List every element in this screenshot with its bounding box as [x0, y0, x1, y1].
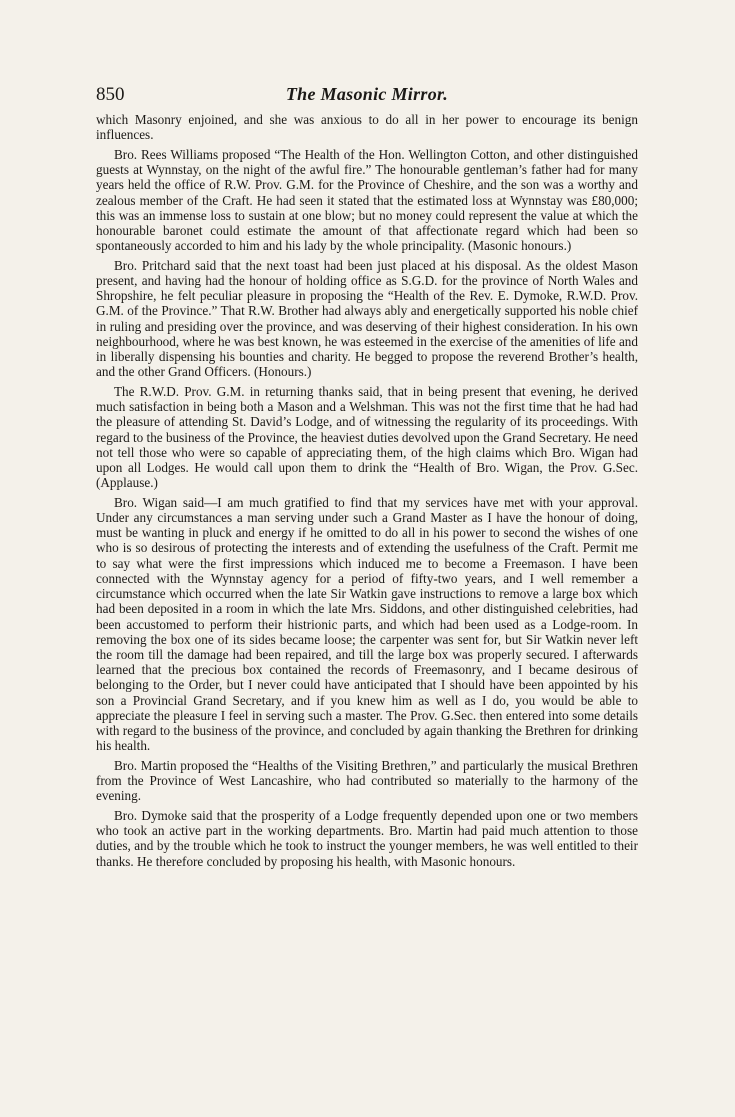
- paragraph-rwd-prov-gm: The R.W.D. Prov. G.M. in returning thanks said, that in being present that evening, he derived much satisfaction in being both a Mason and a Welshman. This was not the first time that he had had the pleasure of attending St. David’s Lodge, and of witnessing the regularity of its proceedings. With regard to the business of the Province, the heaviest duties devolved upon the Grand Secretary. He need not tell those who were so capable of appreciating them, of the high claims which Bro. Wigan had upon all Lodges. He would call upon them to drink the “Health of Bro. Wigan, the Prov. G.Sec. (Applause.): [96, 383, 638, 491]
- page-number: 850: [96, 84, 125, 105]
- paragraph-wigan: Bro. Wigan said—I am much gratified to find that my services have met with your approval. Under any circumstances a man serving under such a Grand Master as I have the honour of doing, must be wanting in pluck and energy if he omitted to do all in his power to second the wishes of one who is so desirous of protecting the interests and of extending the usefulness of the Craft. Permit me to say what were the first impressions which induced me to become a Freemason. I have been connected with the Wynnstay agency for a period of fifty-two years, and I well remember a circumstance which occurred when the late Sir Watkin gave instructions to remove a large box which had been deposited in a room in which the late Mrs. Siddons, and other distinguished celebrities, had been accustomed to perform their histrionic parts, and which had been used as a Lodge-room. In removing the box one of its sides became loose; the carpenter was sent for, but Sir Watkin never left the room till the damage had been repaired, and till the large box was properly secured. I afterwards learned that the precious box contained the records of Freemasonry, and I became desirous of belonging to the Order, but I never could have anticipated that I should have been appointed by his son a Provincial Grand Secretary, and if you knew him as well as I do, you would be able to appreciate the pleasure I feel in serving such a master. The Prov. G.Sec. then entered into some details with regard to the business of the province, and concluded by again thanking the Brethren for drinking his health.: [96, 494, 638, 754]
- paragraph-pritchard: Bro. Pritchard said that the next toast had been just placed at his disposal. As the oldest Mason present, and having had the honour of holding office as S.G.D. for the province of North Wales and Shropshire, he felt peculiar pleasure in proposing the “Health of the Rev. E. Dymoke, R.W.D. Prov. G.M. of the Province.” That R.W. Brother had always ably and energetically supported his noble chief in ruling and presiding over the province, and was deserving of their highest consideration. In his own neighbourhood, where he was best known, he was esteemed in the exercise of the amenities of life and in liberally dispensing his bounties and charity. He begged to propose the reverend Brother’s health, and the other Grand Officers. (Honours.): [96, 257, 638, 380]
- paragraph-dymoke: Bro. Dymoke said that the prosperity of a Lodge frequently depended upon one or two members who took an active part in the working departments. Bro. Martin had paid much attention to those duties, and by the trouble which he took to instruct the younger members, he was well entitled to their thanks. He therefore concluded by proposing his health, with Masonic honours.: [96, 807, 638, 869]
- paragraph-martin: Bro. Martin proposed the “Healths of the Visiting Brethren,” and particularly the musical Brethren from the Province of West Lancashire, who had contributed so materially to the harmony of the evening.: [96, 757, 638, 804]
- journal-page: [96, 84, 638, 869]
- article-body: [96, 112, 638, 869]
- paragraph-continuation: which Masonry enjoined, and she was anxious to do all in her power to encourage its benign influences.: [96, 112, 638, 143]
- paragraph-rees-williams: Bro. Rees Williams proposed “The Health of the Hon. Wellington Cotton, and other distinguished guests at Wynnstay, on the night of the awful fire.” The honourable gentleman’s father had for many years held the office of R.W. Prov. G.M. for the Province of Cheshire, and the son was a worthy and zealous member of the Craft. He had seen it stated that the estimated loss at Wynnstay was £80,000; this was an immense loss to sustain at one blow; but no money could represent the value at which the honourable baronet could estimate the amount of that affectionate regard which had been so spontaneously accorded to him and his lady by the whole principality. (Masonic honours.): [96, 146, 638, 254]
- running-head: [96, 84, 638, 106]
- journal-title: The Masonic Mirror.: [285, 84, 449, 104]
